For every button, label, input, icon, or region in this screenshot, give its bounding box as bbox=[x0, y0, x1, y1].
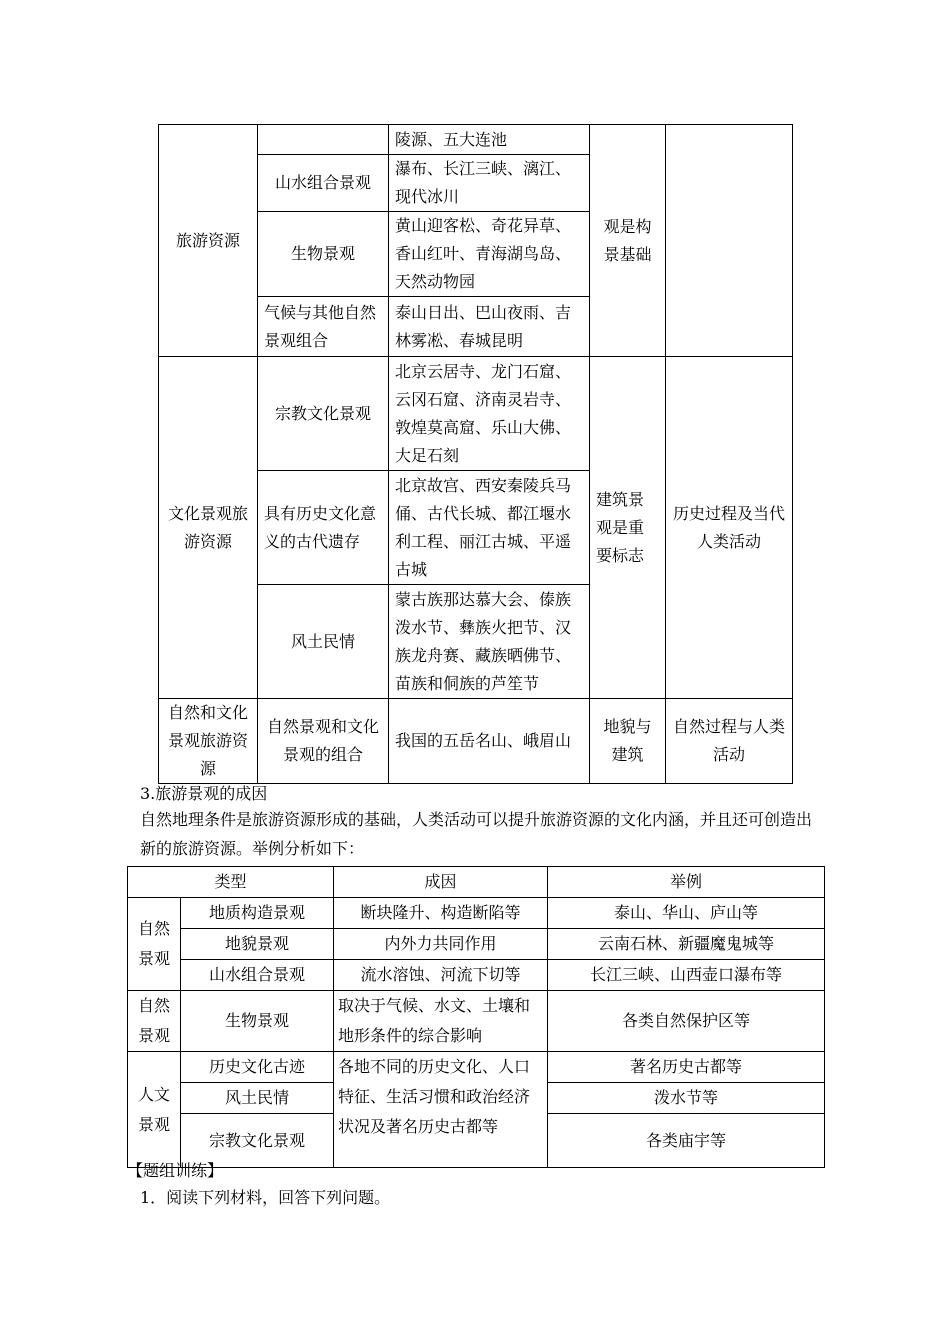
example-cell: 瀑布、长江三峡、漓江、现代冰川 bbox=[389, 155, 590, 212]
mixed-cause-cell: 自然过程与人类活动 bbox=[666, 699, 793, 784]
cultural-cause-cell: 历史过程及当代人类活动 bbox=[666, 357, 793, 699]
subtype-cell bbox=[258, 125, 389, 155]
exercise-heading: 【题组训练】 bbox=[127, 1161, 224, 1180]
header-example: 举例 bbox=[548, 867, 825, 898]
header-cause: 成因 bbox=[334, 867, 548, 898]
header-type: 类型 bbox=[128, 867, 334, 898]
natural-feature-cell: 观是构景基础 bbox=[590, 125, 666, 357]
example-cell: 著名历史古都等 bbox=[548, 1052, 825, 1083]
subtype-cell: 自然景观和文化景观的组合 bbox=[258, 699, 389, 784]
cause-cell: 取决于气候、水文、土壤和地形条件的综合影响 bbox=[334, 991, 548, 1052]
question-1: 1．阅读下列材料，回答下列问题。 bbox=[140, 1188, 391, 1207]
subtype-cell: 具有历史文化意义的古代遗存 bbox=[258, 471, 389, 585]
example-cell: 北京故宫、西安秦陵兵马俑、古代长城、都江堰水利工程、丽江古城、平遥古城 bbox=[389, 471, 590, 585]
natural-resource-category: 旅游资源 bbox=[159, 125, 258, 357]
example-cell: 泰山、华山、庐山等 bbox=[548, 898, 825, 929]
example-cell: 长江三峡、山西壶口瀑布等 bbox=[548, 960, 825, 991]
example-cell: 云南石林、新疆魔鬼城等 bbox=[548, 929, 825, 960]
landscape-cause-table bbox=[127, 866, 825, 1168]
type-cell: 风土民情 bbox=[181, 1083, 334, 1114]
landscape-resource-table bbox=[158, 124, 793, 784]
mixed-feature-cell: 地貌与建筑 bbox=[590, 699, 666, 784]
example-cell: 陵源、五大连池 bbox=[389, 125, 590, 155]
subtype-cell: 生物景观 bbox=[258, 212, 389, 297]
subtype-cell: 风土民情 bbox=[258, 585, 389, 699]
subtype-cell: 气候与其他自然景观组合 bbox=[258, 297, 389, 357]
cause-cell-human: 各地不同的历史文化、人口特征、生活习惯和政治经济状况及著名历史古都等 bbox=[334, 1052, 548, 1168]
subtype-cell: 宗教文化景观 bbox=[258, 357, 389, 471]
subtype-cell: 山水组合景观 bbox=[258, 155, 389, 212]
example-cell: 北京云居寺、龙门石窟、云冈石窟、济南灵岩寺、敦煌莫高窟、乐山大佛、大足石刻 bbox=[389, 357, 590, 471]
example-cell: 泼水节等 bbox=[548, 1083, 825, 1114]
cultural-resource-category: 文化景观旅游资源 bbox=[159, 357, 258, 699]
type-cell: 山水组合景观 bbox=[181, 960, 334, 991]
example-cell: 泰山日出、巴山夜雨、吉林雾凇、春城昆明 bbox=[389, 297, 590, 357]
natural-cause-cell bbox=[666, 125, 793, 357]
type-cell: 地质构造景观 bbox=[181, 898, 334, 929]
example-cell: 黄山迎客松、奇花异草、香山红叶、青海湖鸟岛、天然动物园 bbox=[389, 212, 590, 297]
example-cell: 各类庙宇等 bbox=[548, 1114, 825, 1168]
group-label: 自然景观 bbox=[128, 991, 181, 1052]
example-cell: 各类自然保护区等 bbox=[548, 991, 825, 1052]
cultural-feature-cell: 建筑景观是重要标志 bbox=[590, 357, 666, 699]
section-paragraph: 自然地理条件是旅游资源形成的基础，人类活动可以提升旅游资源的文化内涵，并且还可创造出新的旅游资源。举例分析如下： bbox=[140, 810, 813, 858]
cause-cell: 内外力共同作用 bbox=[334, 929, 548, 960]
example-cell: 蒙古族那达慕大会、傣族泼水节、彝族火把节、汉族龙舟赛、藏族晒佛节、苗族和侗族的芦笙节 bbox=[389, 585, 590, 699]
example-cell: 我国的五岳名山、峨眉山 bbox=[389, 699, 590, 784]
section-heading: 3.旅游景观的成因 bbox=[140, 784, 268, 803]
type-cell: 地貌景观 bbox=[181, 929, 334, 960]
group-label: 自然景观 bbox=[128, 898, 181, 991]
cause-cell: 断块隆升、构造断陷等 bbox=[334, 898, 548, 929]
type-cell: 历史文化古迹 bbox=[181, 1052, 334, 1083]
type-cell: 生物景观 bbox=[181, 991, 334, 1052]
cause-cell: 流水溶蚀、河流下切等 bbox=[334, 960, 548, 991]
mixed-resource-category: 自然和文化景观旅游资源 bbox=[159, 699, 258, 784]
group-label: 人文景观 bbox=[128, 1052, 181, 1168]
type-cell: 宗教文化景观 bbox=[181, 1114, 334, 1168]
